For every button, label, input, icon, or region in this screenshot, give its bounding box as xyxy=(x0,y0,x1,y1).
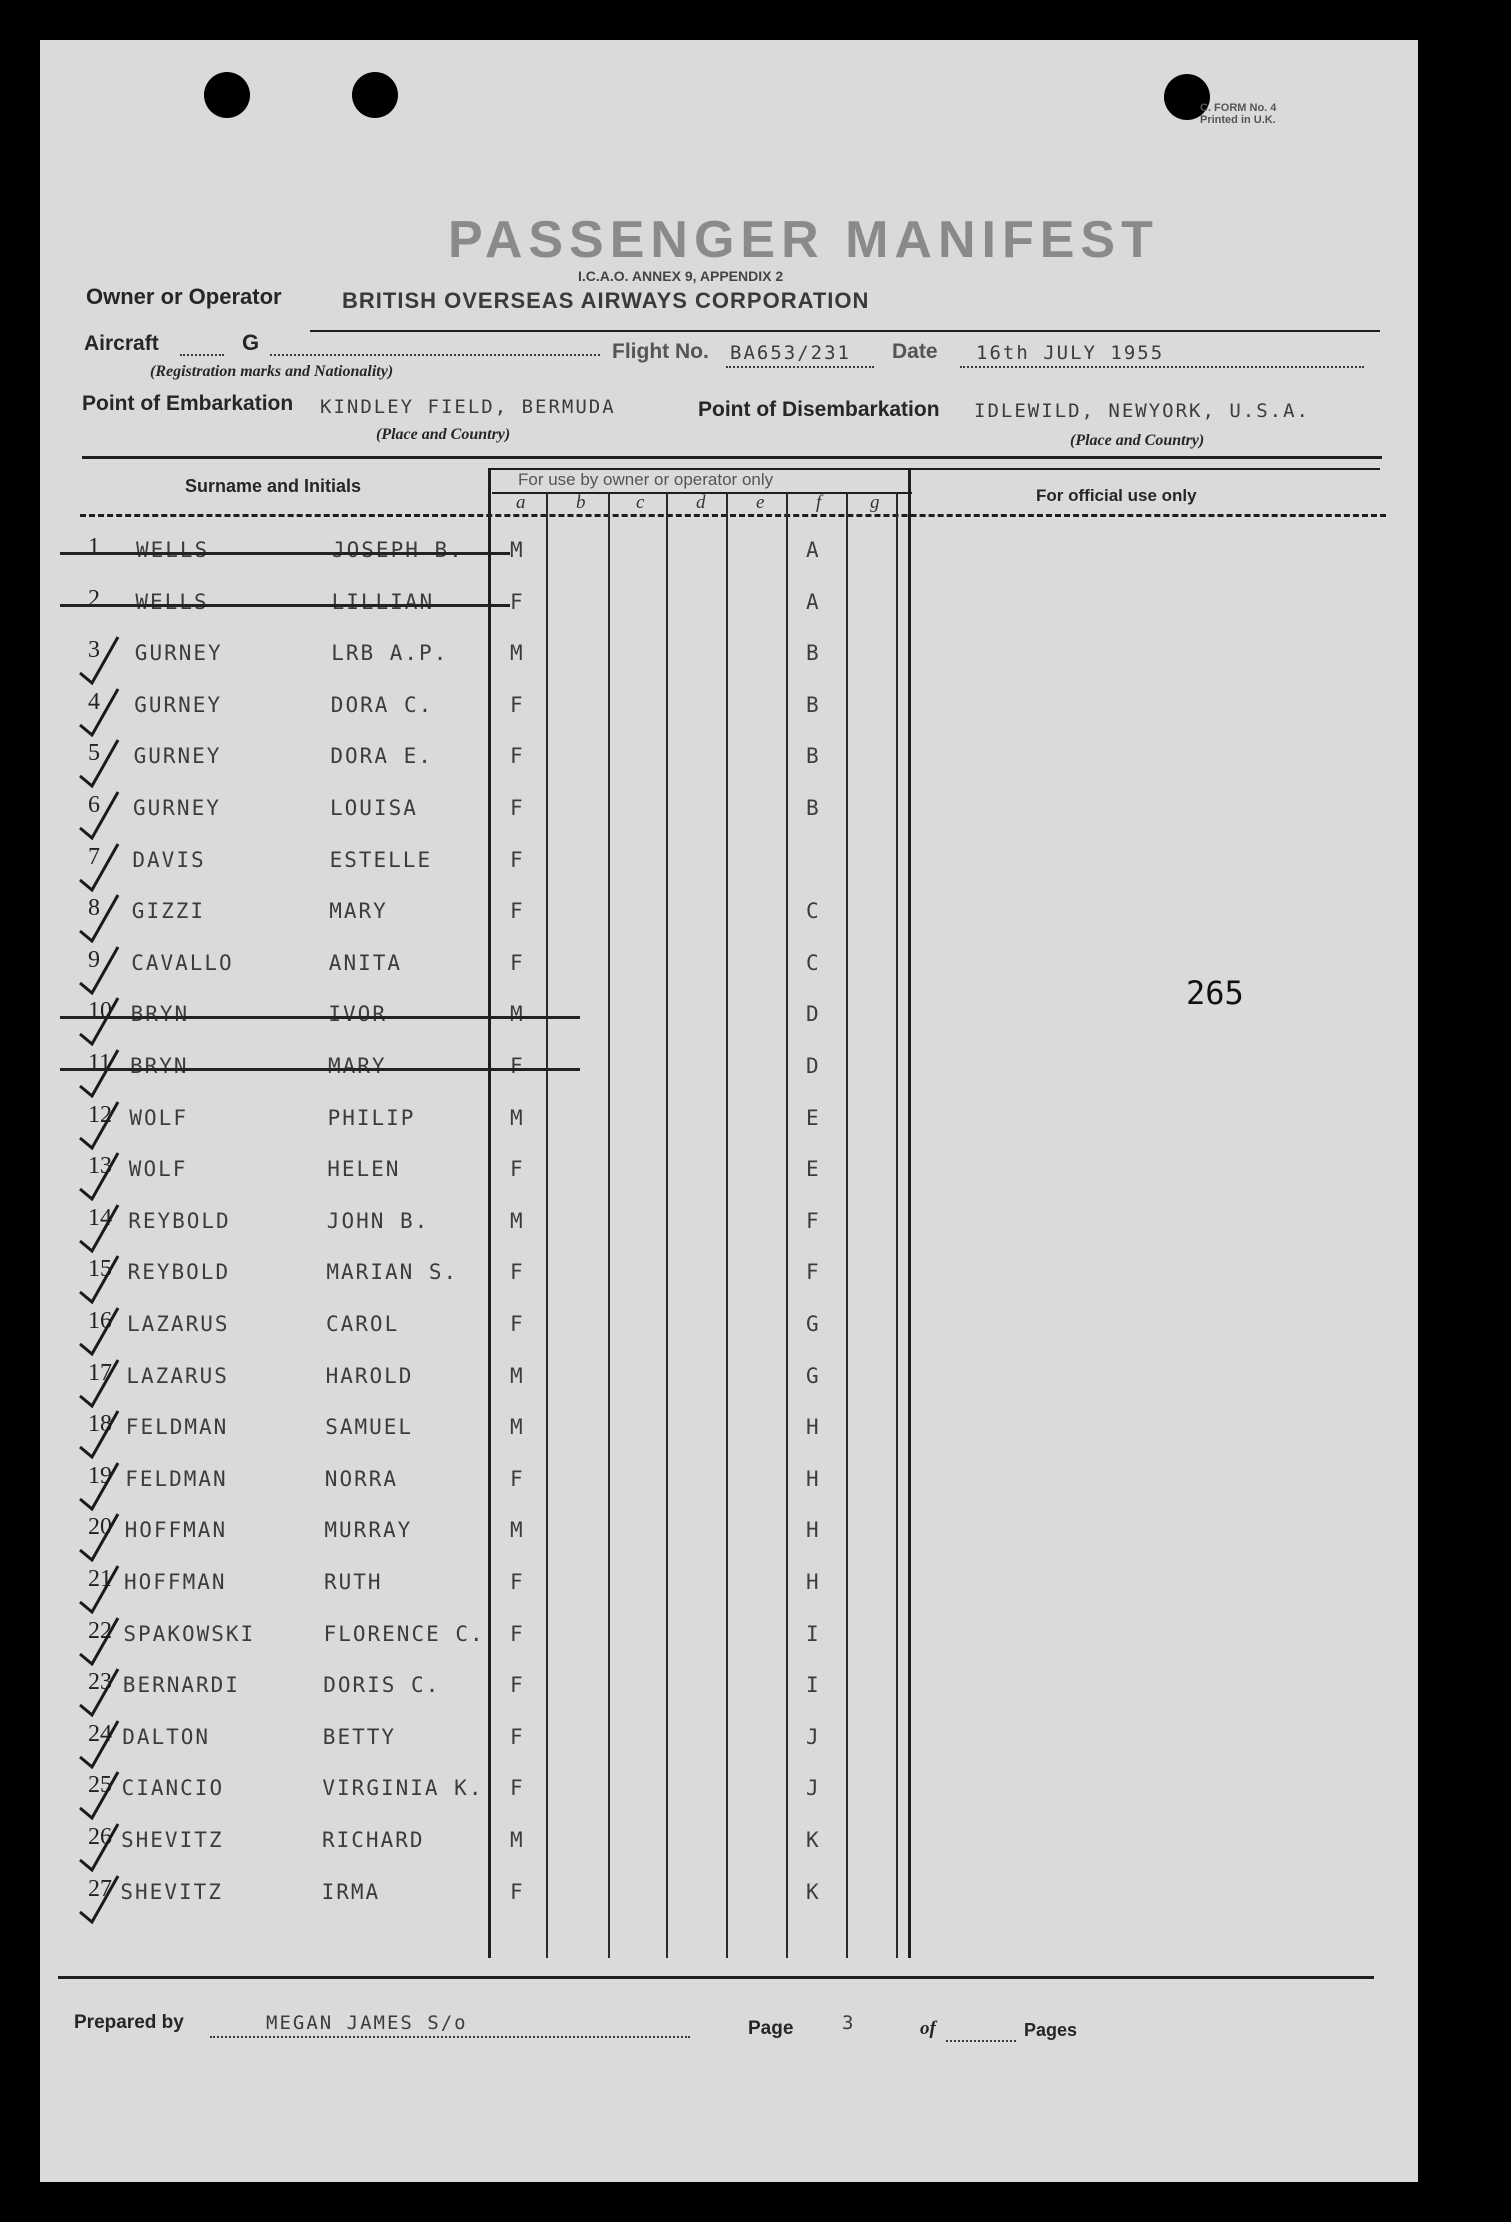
passenger-initials: NORRA xyxy=(324,1466,399,1491)
column-f-code: H xyxy=(806,1466,821,1491)
passenger-initials: CAROL xyxy=(326,1312,400,1336)
passenger-surname: SHEVITZ xyxy=(121,1828,224,1852)
aircraft-dotline-2 xyxy=(270,354,600,356)
table-row xyxy=(40,1098,1418,1150)
column-f-code: I xyxy=(806,1621,821,1646)
column-f-code: C xyxy=(806,899,821,924)
passenger-surname: LAZARUS xyxy=(127,1312,230,1336)
row-number: 10 xyxy=(88,998,112,1025)
row-number: 24 xyxy=(88,1720,112,1747)
passenger-sex: F xyxy=(510,1312,525,1336)
aircraft-dotline xyxy=(180,354,224,356)
prepared-label: Prepared by xyxy=(74,2012,184,2033)
passenger-initials: LILLIAN xyxy=(331,589,435,614)
annex-note: I.C.A.O. ANNEX 9, APPENDIX 2 xyxy=(578,268,784,284)
column-f-code: K xyxy=(806,1879,821,1904)
table-row xyxy=(40,1717,1418,1769)
col-official-header: For official use only xyxy=(1036,486,1197,505)
row-number: 5 xyxy=(88,740,100,767)
passenger-sex: M xyxy=(510,1002,525,1027)
row-number: 8 xyxy=(88,895,100,922)
checkmark-icon xyxy=(78,840,130,892)
column-f-code: B xyxy=(806,796,821,820)
passenger-initials: PHILIP xyxy=(327,1105,416,1130)
prepared-dotline xyxy=(210,2036,690,2038)
registration-note: (Registration marks and Nationality) xyxy=(150,363,394,380)
passenger-sex: F xyxy=(510,1466,525,1491)
column-f-code: D xyxy=(806,1002,821,1027)
table-row xyxy=(40,1407,1418,1459)
checkmark-icon xyxy=(78,1252,130,1304)
col-owner-use-header: For use by owner or operator only xyxy=(518,470,774,489)
strikethrough xyxy=(60,604,510,607)
row-number: 18 xyxy=(88,1411,112,1438)
strikethrough xyxy=(60,1068,580,1071)
row-number: 27 xyxy=(88,1875,112,1902)
row-number: 6 xyxy=(88,792,100,818)
checkmark-icon xyxy=(78,1149,130,1201)
row-number: 3 xyxy=(88,637,100,664)
row-number: 20 xyxy=(88,1514,112,1541)
row-number: 12 xyxy=(88,1101,112,1128)
table-row xyxy=(40,530,1418,582)
passenger-initials: DORIS C. xyxy=(323,1673,441,1698)
checkmark-icon xyxy=(78,891,130,943)
passenger-sex: F xyxy=(510,1673,525,1698)
passenger-initials: HELEN xyxy=(327,1157,401,1182)
passenger-surname: DAVIS xyxy=(132,847,206,872)
column-f-code: B xyxy=(806,641,821,666)
official-number: 265 xyxy=(1186,974,1244,1012)
passenger-sex: F xyxy=(510,1157,525,1182)
table-row xyxy=(40,1149,1418,1201)
passenger-sex: F xyxy=(510,744,525,769)
passenger-sex: F xyxy=(510,899,525,924)
table-row xyxy=(40,1459,1418,1511)
checkmark-icon xyxy=(78,1098,130,1150)
pages-dotline xyxy=(946,2040,1016,2042)
passenger-initials: LOUISA xyxy=(330,796,418,820)
passenger-surname: WELLS xyxy=(136,538,210,562)
passenger-sex: M xyxy=(510,1363,525,1388)
column-f-code: F xyxy=(806,1260,821,1285)
sub-column-f: f xyxy=(816,492,822,513)
passenger-initials: IVOR xyxy=(328,1002,387,1027)
table-row xyxy=(40,1768,1418,1820)
row-number: 2 xyxy=(88,585,100,612)
table-row xyxy=(40,994,1418,1046)
passenger-initials: VIRGINIA K. xyxy=(322,1776,484,1801)
column-f-code: G xyxy=(806,1363,821,1388)
passenger-initials: JOHN B. xyxy=(326,1208,430,1233)
col-surname-header: Surname and Initials xyxy=(185,476,362,496)
passenger-initials: FLORENCE C. xyxy=(323,1621,485,1646)
column-f-code: B xyxy=(806,744,821,769)
passenger-surname: GURNEY xyxy=(134,641,223,666)
passenger-sex: F xyxy=(510,1570,525,1594)
table-top-rule xyxy=(82,456,1382,459)
sub-column-e: e xyxy=(756,492,765,513)
checkmark-icon xyxy=(78,1614,130,1666)
embark-value: KINDLEY FIELD, BERMUDA xyxy=(320,396,616,418)
table-row xyxy=(40,1820,1418,1872)
row-number: 21 xyxy=(88,1566,112,1592)
table-row xyxy=(40,685,1418,737)
table-row xyxy=(40,1562,1418,1614)
row-number: 17 xyxy=(88,1359,112,1386)
passenger-initials: DORA E. xyxy=(330,744,433,769)
row-number: 11 xyxy=(88,1050,112,1076)
row-number: 15 xyxy=(88,1256,112,1283)
passenger-sex: F xyxy=(510,1260,525,1285)
passenger-surname: REYBOLD xyxy=(127,1260,231,1285)
column-f-code: G xyxy=(806,1312,821,1336)
form-number: C. FORM No. 4 Printed in U.K. xyxy=(1200,102,1277,126)
page-title: PASSENGER MANIFEST xyxy=(448,211,1159,269)
passenger-sex: F xyxy=(510,1724,525,1749)
passenger-initials: DORA C. xyxy=(330,692,434,717)
page-label: Page xyxy=(748,2018,794,2039)
passenger-initials: MURRAY xyxy=(324,1518,413,1543)
column-f-code: I xyxy=(806,1673,821,1698)
passenger-initials: JOSEPH B. xyxy=(332,538,464,562)
embark-label: Point of Embarkation xyxy=(82,392,294,415)
sub-column-g: g xyxy=(870,492,880,513)
checkmark-icon xyxy=(78,1459,130,1511)
row-number: 9 xyxy=(88,946,100,973)
passenger-sex: F xyxy=(510,1621,525,1646)
checkmark-icon xyxy=(78,994,130,1046)
passenger-surname: WELLS xyxy=(135,589,209,614)
table-row xyxy=(40,1201,1418,1253)
column-f-code: F xyxy=(806,1208,821,1233)
passenger-surname: GURNEY xyxy=(133,744,222,769)
strikethrough xyxy=(60,552,510,555)
passenger-sex: M xyxy=(510,1415,525,1440)
row-number: 23 xyxy=(88,1669,112,1696)
passenger-initials: ANITA xyxy=(328,950,403,975)
checkmark-icon xyxy=(78,736,130,788)
passenger-surname: LAZARUS xyxy=(126,1363,229,1388)
passenger-sex: F xyxy=(510,950,525,975)
sub-column-d: d xyxy=(696,492,706,513)
table-row xyxy=(40,891,1418,943)
checkmark-icon xyxy=(78,1046,130,1098)
passenger-surname: SHEVITZ xyxy=(120,1879,223,1904)
passenger-sex: F xyxy=(510,1054,525,1078)
passenger-sex: F xyxy=(510,796,525,820)
pages-label: Pages xyxy=(1024,2020,1078,2040)
column-f-code: J xyxy=(806,1724,821,1749)
header-rule xyxy=(310,330,1380,332)
table-row xyxy=(40,633,1418,685)
of-label: of xyxy=(920,2018,936,2039)
passenger-surname: FELDMAN xyxy=(125,1466,228,1491)
manifest-page xyxy=(40,40,1418,2182)
flight-dotline xyxy=(726,366,874,368)
aircraft-label: Aircraft xyxy=(84,332,159,355)
checkmark-icon xyxy=(78,788,130,840)
passenger-sex: M xyxy=(510,1105,525,1130)
column-f-code: A xyxy=(806,589,821,614)
table-row xyxy=(40,1356,1418,1408)
table-row xyxy=(40,1614,1418,1666)
checkmark-icon xyxy=(78,633,130,685)
embark-note: (Place and Country) xyxy=(376,426,511,443)
date-dotline xyxy=(960,366,1364,368)
column-f-code: H xyxy=(806,1415,821,1440)
sub-column-c: c xyxy=(636,492,645,513)
row-number: 16 xyxy=(88,1308,112,1334)
passenger-surname: GURNEY xyxy=(133,796,221,820)
passenger-sex: M xyxy=(510,538,525,562)
punch-hole xyxy=(352,72,398,118)
column-f-code: H xyxy=(806,1570,821,1594)
punch-hole xyxy=(204,72,250,118)
passenger-surname: SPAKOWSKI xyxy=(123,1621,256,1646)
disembark-note: (Place and Country) xyxy=(1070,432,1205,449)
passenger-surname: FELDMAN xyxy=(125,1415,229,1440)
passenger-surname: CAVALLO xyxy=(131,950,234,975)
date-value: 16th JULY 1955 xyxy=(976,342,1165,364)
passenger-sex: M xyxy=(510,641,525,666)
passenger-surname: BRYN xyxy=(130,1054,189,1078)
strikethrough xyxy=(60,1016,580,1019)
header-bottom-rule xyxy=(80,514,1386,517)
owner-value: BRITISH OVERSEAS AIRWAYS CORPORATION xyxy=(342,288,870,313)
page-value: 3 xyxy=(842,2012,856,2034)
prepared-value: MEGAN JAMES S/o xyxy=(266,2012,468,2034)
row-number: 1 xyxy=(88,534,100,560)
column-f-code: E xyxy=(806,1157,821,1182)
passenger-sex: F xyxy=(510,589,525,614)
table-row xyxy=(40,1665,1418,1717)
table-row xyxy=(40,1304,1418,1356)
row-number: 19 xyxy=(88,1462,112,1489)
passenger-sex: F xyxy=(510,847,525,872)
passenger-initials: ESTELLE xyxy=(329,847,433,872)
table-row xyxy=(40,943,1418,995)
row-number: 26 xyxy=(88,1824,112,1850)
flight-label: Flight No. xyxy=(612,340,709,363)
passenger-initials: RICHARD xyxy=(322,1828,425,1852)
checkmark-icon xyxy=(78,1201,130,1253)
passenger-surname: GIZZI xyxy=(131,899,206,924)
table-row xyxy=(40,1252,1418,1304)
passenger-initials: LRB A.P. xyxy=(331,641,449,666)
column-f-code: B xyxy=(806,692,821,717)
passenger-sex: M xyxy=(510,1828,525,1852)
table-row xyxy=(40,1510,1418,1562)
column-f-code: C xyxy=(806,950,821,975)
checkmark-icon xyxy=(78,943,130,995)
passenger-surname: GURNEY xyxy=(134,692,223,717)
table-row xyxy=(40,1872,1418,1924)
checkmark-icon xyxy=(78,1407,130,1459)
passenger-surname: WOLF xyxy=(128,1157,188,1182)
passenger-initials: MARY xyxy=(329,899,388,924)
disembark-value: IDLEWILD, NEWYORK, U.S.A. xyxy=(974,400,1310,422)
checkmark-icon xyxy=(78,685,130,737)
passenger-sex: F xyxy=(510,1879,525,1904)
footer-rule xyxy=(58,1976,1374,1979)
passenger-initials: IRMA xyxy=(321,1879,381,1904)
checkmark-icon xyxy=(78,1304,130,1356)
checkmark-icon xyxy=(78,1356,130,1408)
row-number: 14 xyxy=(88,1204,112,1231)
column-f-code: J xyxy=(806,1776,821,1801)
passenger-surname: HOFFMAN xyxy=(124,1518,228,1543)
sub-column-a: a xyxy=(516,492,526,513)
passenger-surname: DALTON xyxy=(122,1724,211,1749)
table-row xyxy=(40,582,1418,634)
table-row xyxy=(40,788,1418,840)
passenger-initials: MARY xyxy=(328,1054,387,1078)
checkmark-icon xyxy=(78,1510,130,1562)
passenger-sex: M xyxy=(510,1518,525,1543)
table-row xyxy=(40,736,1418,788)
aircraft-value: G xyxy=(242,330,260,355)
table-row xyxy=(40,1046,1418,1098)
passenger-initials: SAMUEL xyxy=(325,1415,414,1440)
passenger-sex: M xyxy=(510,1208,525,1233)
sub-column-b: b xyxy=(576,492,586,513)
passenger-initials: BETTY xyxy=(322,1724,397,1749)
row-number: 4 xyxy=(88,688,100,715)
column-f-code: D xyxy=(806,1054,821,1078)
disembark-label: Point of Disembarkation xyxy=(698,398,940,421)
passenger-surname: BERNARDI xyxy=(122,1673,240,1698)
passenger-initials: MARIAN S. xyxy=(326,1260,459,1285)
passenger-initials: HAROLD xyxy=(325,1363,414,1388)
passenger-surname: CIANCIO xyxy=(121,1776,225,1801)
passenger-sex: F xyxy=(510,1776,525,1801)
passenger-sex: F xyxy=(510,692,525,717)
column-f-code: K xyxy=(806,1828,821,1852)
passenger-initials: RUTH xyxy=(324,1570,383,1594)
row-number: 13 xyxy=(88,1153,112,1180)
checkmark-icon xyxy=(78,1562,130,1614)
owner-label: Owner or Operator xyxy=(86,284,282,309)
column-f-code: E xyxy=(806,1105,821,1130)
flight-value: BA653/231 xyxy=(730,342,851,364)
passenger-surname: BRYN xyxy=(130,1002,190,1027)
table-row xyxy=(40,840,1418,892)
passenger-surname: WOLF xyxy=(129,1105,188,1130)
passenger-surname: HOFFMAN xyxy=(124,1570,227,1594)
column-f-code: A xyxy=(806,538,821,562)
column-f-code: H xyxy=(806,1518,821,1543)
passenger-surname: REYBOLD xyxy=(128,1208,231,1233)
date-label: Date xyxy=(892,340,938,363)
row-number: 25 xyxy=(88,1772,112,1799)
row-number: 22 xyxy=(88,1617,112,1644)
row-number: 7 xyxy=(88,843,100,870)
